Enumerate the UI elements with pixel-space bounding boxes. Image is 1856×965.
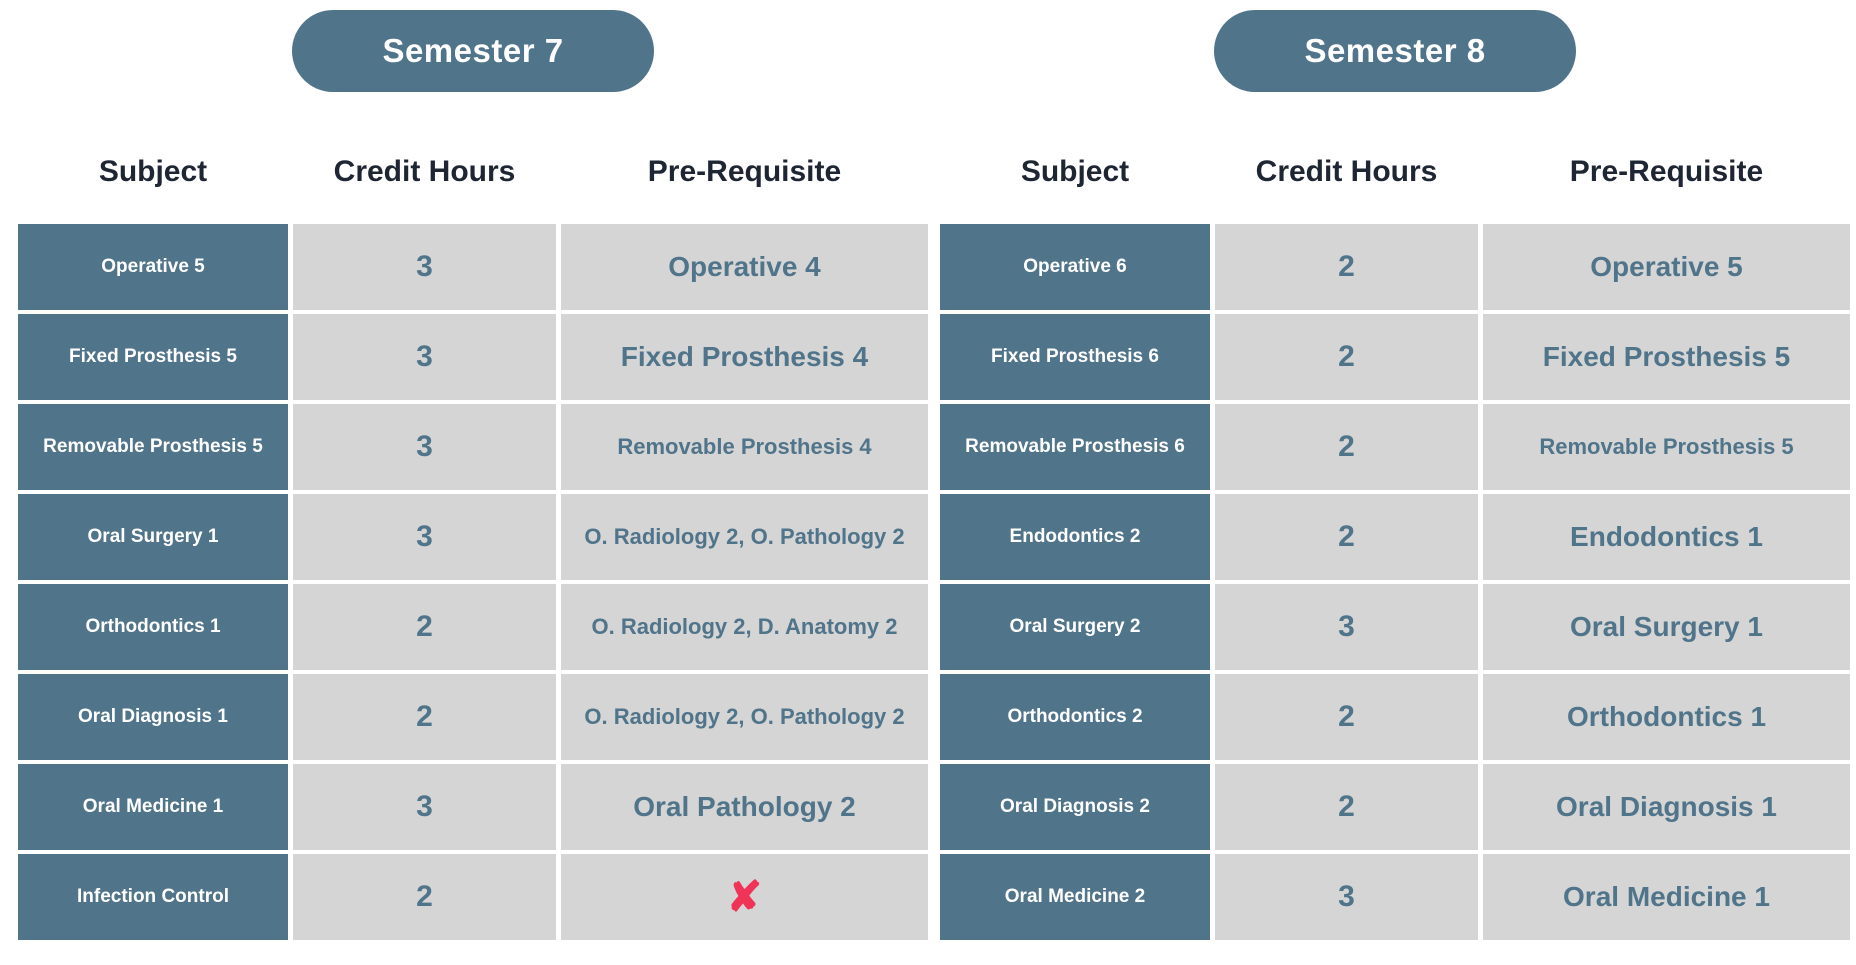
credit-hours-cell: 2 — [293, 854, 556, 940]
semester-7-pill — [292, 10, 654, 92]
subject-cell: Orthodontics 1 — [18, 584, 288, 670]
subject-cell: Oral Medicine 2 — [940, 854, 1210, 940]
pre-requisite-cell: Removable Prosthesis 4 — [561, 404, 928, 490]
pre-requisite-cell: Fixed Prosthesis 5 — [1483, 314, 1850, 400]
pre-requisite-cell: Oral Medicine 1 — [1483, 854, 1850, 940]
credit-hours-cell: 2 — [1215, 224, 1478, 310]
pre-requisite-cell: Oral Pathology 2 — [561, 764, 928, 850]
pre-requisite-cell: Oral Diagnosis 1 — [1483, 764, 1850, 850]
pre-requisite-cell: O. Radiology 2, D. Anatomy 2 — [561, 584, 928, 670]
subject-cell: Oral Diagnosis 1 — [18, 674, 288, 760]
pre-requisite-header: Pre-Requisite — [647, 155, 842, 188]
subject-cell: Operative 6 — [940, 224, 1210, 310]
credit-hours-cell: 2 — [1215, 674, 1478, 760]
subject-cell: Fixed Prosthesis 5 — [18, 314, 288, 400]
semester-7-panel — [18, 0, 928, 965]
subject-header: Subject — [1020, 155, 1130, 188]
pre-requisite-cell: Operative 5 — [1483, 224, 1850, 310]
pre-requisite-cell: Oral Surgery 1 — [1483, 584, 1850, 670]
pre-requisite-cell: Removable Prosthesis 5 — [1483, 404, 1850, 490]
pre-requisite-cell: O. Radiology 2, O. Pathology 2 — [561, 674, 928, 760]
semester-8-column-headers — [940, 154, 1850, 190]
semester-7-table-body — [18, 224, 928, 940]
semester-8-panel — [940, 0, 1850, 965]
credit-hours-cell: 2 — [1215, 494, 1478, 580]
credit-hours-cell: 3 — [293, 764, 556, 850]
credit-hours-cell: 2 — [1215, 404, 1478, 490]
credit-hours-cell: 3 — [1215, 854, 1478, 940]
subject-cell: Operative 5 — [18, 224, 288, 310]
subject-cell: Oral Surgery 2 — [940, 584, 1210, 670]
pre-requisite-cell: O. Radiology 2, O. Pathology 2 — [561, 494, 928, 580]
subject-cell: Endodontics 2 — [940, 494, 1210, 580]
credit-hours-cell: 3 — [293, 314, 556, 400]
subject-cell: Oral Surgery 1 — [18, 494, 288, 580]
credit-hours-cell: 2 — [293, 584, 556, 670]
subject-cell: Oral Medicine 1 — [18, 764, 288, 850]
semester-7-title: Semester 7 — [382, 32, 564, 69]
credit-hours-cell: 3 — [293, 494, 556, 580]
pre-requisite-header: Pre-Requisite — [1569, 155, 1764, 188]
pre-requisite-cell: Endodontics 1 — [1483, 494, 1850, 580]
credit-hours-cell: 3 — [1215, 584, 1478, 670]
semester-7-column-headers — [18, 154, 928, 190]
credit-hours-header: Credit Hours — [333, 155, 516, 188]
credit-hours-cell: 3 — [293, 404, 556, 490]
subject-cell: Orthodontics 2 — [940, 674, 1210, 760]
pre-requisite-cell: Operative 4 — [561, 224, 928, 310]
credit-hours-header: Credit Hours — [1255, 155, 1438, 188]
semester-8-pill — [1214, 10, 1576, 92]
subject-cell: Removable Prosthesis 5 — [18, 404, 288, 490]
subject-cell: Oral Diagnosis 2 — [940, 764, 1210, 850]
semester-8-table-body — [940, 224, 1850, 940]
subject-cell: Fixed Prosthesis 6 — [940, 314, 1210, 400]
subject-cell: Infection Control — [18, 854, 288, 940]
credit-hours-cell: 2 — [1215, 314, 1478, 400]
cross-icon: ✘ — [726, 873, 763, 920]
subject-cell: Removable Prosthesis 6 — [940, 404, 1210, 490]
pre-requisite-cell — [561, 854, 928, 940]
credit-hours-cell: 2 — [1215, 764, 1478, 850]
credit-hours-cell: 3 — [293, 224, 556, 310]
semester-8-title: Semester 8 — [1304, 32, 1486, 69]
credit-hours-cell: 2 — [293, 674, 556, 760]
subject-header: Subject — [98, 155, 208, 188]
pre-requisite-cell: Fixed Prosthesis 4 — [561, 314, 928, 400]
pre-requisite-cell: Orthodontics 1 — [1483, 674, 1850, 760]
